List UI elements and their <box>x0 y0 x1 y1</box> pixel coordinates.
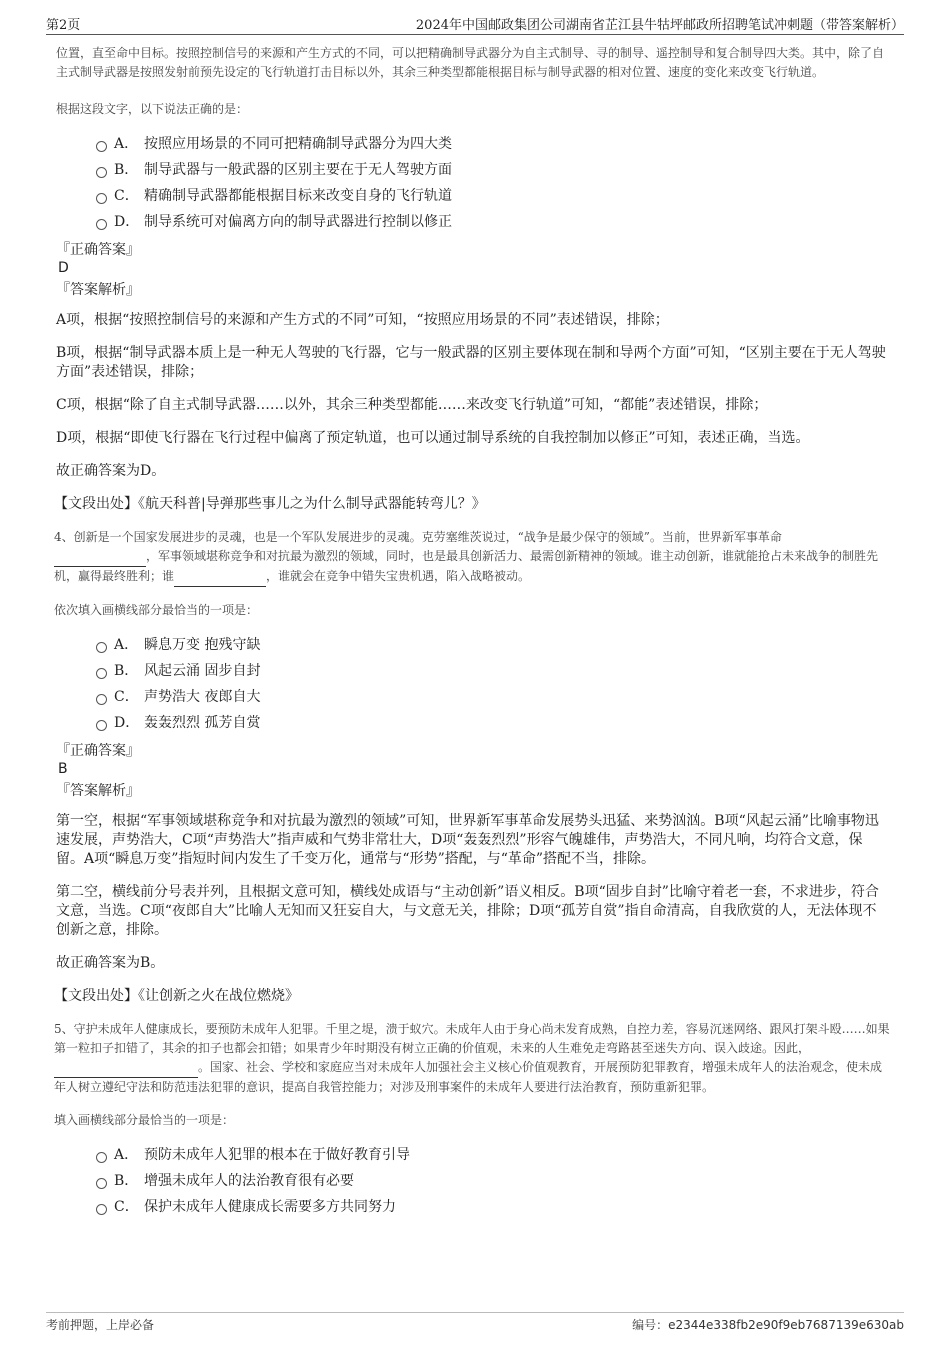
header-title: 2024年中国邮政集团公司湖南省芷江县牛牯坪邮政所招聘笔试冲刺题（带答案解析） <box>415 18 904 33</box>
fill-blank <box>54 547 146 567</box>
radio-button-icon[interactable] <box>96 1178 107 1189</box>
q3-analysis-label: 『答案解析』 <box>56 282 140 298</box>
q3-option-a[interactable]: A． 按照应用场景的不同可把精确制导武器分为四大类 <box>96 131 890 157</box>
radio-button-icon[interactable] <box>96 167 107 178</box>
radio-button-icon[interactable] <box>96 642 107 653</box>
q3-analysis <box>56 311 890 514</box>
q3-source: 【文段出处】《航天科普|导弹那些事儿之为什么制导武器能转弯儿？》 <box>54 496 486 512</box>
q5-option-c[interactable]: C． 保护未成年人健康成长需要多方共同努力 <box>96 1194 890 1220</box>
document-code: 编号：e2344e338fb2e90f9eb7687139e630ab <box>632 1318 904 1332</box>
q5-option-b[interactable]: B． 增强未成年人的法治教育很有必要 <box>96 1168 890 1194</box>
analysis-paragraph: B项，根据“制导武器本质上是一种无人驾驶的飞行器，它与一般武器的区别主要体现在制和导两个方面”可知，“区别主要在于无人驾驶方面”表述错误，排除； <box>56 345 886 380</box>
radio-button-icon[interactable] <box>96 1152 107 1163</box>
q4-options <box>56 632 890 736</box>
q5-options <box>56 1142 890 1220</box>
footer-slogan: 考前押题，上岸必备 <box>46 1318 155 1332</box>
q4-option-d[interactable]: D． 轰轰烈烈 孤芳自赏 <box>96 710 890 736</box>
fill-blank <box>174 567 266 587</box>
q5-option-a[interactable]: A． 预防未成年人犯罪的根本在于做好教育引导 <box>96 1142 890 1168</box>
q4-option-c[interactable]: C． 声势浩大 夜郎自大 <box>96 684 890 710</box>
page-number: 第2页 <box>46 18 81 33</box>
q3-prompt: 根据这段文字，以下说法正确的是： <box>56 102 249 116</box>
content <box>56 42 890 1220</box>
radio-button-icon[interactable] <box>96 219 107 230</box>
radio-button-icon[interactable] <box>96 141 107 152</box>
analysis-conclusion: 故正确答案为B。 <box>56 955 165 971</box>
q4-prompt: 依次填入画横线部分最恰当的一项是： <box>54 603 259 617</box>
q4-analysis-label: 『答案解析』 <box>56 783 140 799</box>
q4-analysis <box>56 812 890 1006</box>
q4-option-b[interactable]: B． 风起云涌 固步自封 <box>96 658 890 684</box>
radio-button-icon[interactable] <box>96 1204 107 1215</box>
q3-option-c[interactable]: C． 精确制导武器都能根据目标来改变自身的飞行轨道 <box>96 183 890 209</box>
q4-passage: 4、创新是一个国家发展进步的灵魂，也是一个军队发展进步的灵魂。克劳塞维茨说过，“战争是最少保守的领域”。当前，世界新军事革命 ，军事领域堪称竞争和对抗最为激烈的领域，同时，也是最具创新活力、最需创新精神的领域。谁主动创新，谁就能抢占未来战争的制胜先机，赢得最终胜利；谁 ，谁就会在竞争中错失宝贵机遇，陷入战略被动。 <box>54 528 890 587</box>
radio-button-icon[interactable] <box>96 720 107 731</box>
q3-option-b[interactable]: B． 制导武器与一般武器的区别主要在于无人驾驶方面 <box>96 157 890 183</box>
q3-options <box>56 131 890 235</box>
q5-passage: 5、守护未成年人健康成长，要预防未成年人犯罪。千里之堤，溃于蚁穴。未成年人由于身心尚未发育成熟，自控力差，容易沉迷网络、跟风打架斗殴……如果第一粒扣子扣错了，其余的扣子也都会扣错；如果青少年时期没有树立正确的价值观，未来的人生难免走弯路甚至迷失方向、误入歧途。因此， 。国家、社会、学校和家庭应当对未成年人加强社会主义核心价值观教育，开展预防犯罪教育，增强未成年人的法治观念，使未成年人树立遵纪守法和防范违法犯罪的意识，提高自我管控能力；对涉及刑事案件的未成年人要进行法治教育，预防重新犯罪。 <box>54 1022 890 1094</box>
q3-answer: D <box>58 260 69 276</box>
q4-source: 【文段出处】《让创新之火在战位燃烧》 <box>54 988 299 1004</box>
q4-option-a[interactable]: A． 瞬息万变 抱残守缺 <box>96 632 890 658</box>
analysis-paragraph: C项，根据“除了自主式制导武器……以外，其余三种类型都能……来改变飞行轨道”可知，“都能”表述错误，排除； <box>56 397 768 413</box>
radio-button-icon[interactable] <box>96 193 107 204</box>
page-header <box>46 14 904 35</box>
q4-answer: B <box>58 761 68 777</box>
analysis-paragraph: D项，根据“即使飞行器在飞行过程中偏离了预定轨道，也可以通过制导系统的自我控制加以修正”可知，表述正确，当选。 <box>56 430 810 446</box>
analysis-paragraph: 第二空，横线前分号表并列，且根据文意可知，横线处成语与“主动创新”语义相反。B项“固步自封”比喻守着老一套，不求进步，符合文意，当选。C项“夜郎自大”比喻人无知而又狂妄自大，与文意无关，排除；D项“孤芳自赏”指自命清高，自我欣赏的人，无法体现不创新之意，排除。 <box>56 884 879 938</box>
analysis-paragraph: A项，根据“按照控制信号的来源和产生方式的不同”可知，“按照应用场景的不同”表述错误，排除； <box>56 312 669 328</box>
fill-blank <box>54 1058 198 1078</box>
analysis-conclusion: 故正确答案为D。 <box>56 463 166 479</box>
q3-answer-label: 『正确答案』 <box>56 242 140 258</box>
q5-prompt: 填入画横线部分最恰当的一项是： <box>54 1113 235 1127</box>
q3-option-d[interactable]: D． 制导系统可对偏离方向的制导武器进行控制以修正 <box>96 209 890 235</box>
q4-answer-label: 『正确答案』 <box>56 743 140 759</box>
q3-passage: 位置，直至命中目标。按照控制信号的来源和产生方式的不同，可以把精确制导武器分为自主式制导、寻的制导、遥控制导和复合制导四大类。其中，除了自主式制导武器是按照发射前预先设定的飞行轨道打击目标以外，其余三种类型都能根据目标与制导武器的相对位置、速度的变化来改变飞行轨道。 <box>56 46 885 79</box>
page-footer <box>46 1312 904 1333</box>
radio-button-icon[interactable] <box>96 668 107 679</box>
analysis-paragraph: 第一空，根据“军事领域堪称竞争和对抗最为激烈的领域”可知，世界新军事革命发展势头迅猛、来势汹汹。B项“风起云涌”比喻事物迅速发展，声势浩大，C项“声势浩大”指声威和气势非常壮大，D项“轰轰烈烈”形容气魄雄伟，声势浩大，不同凡响，均符合文意，保留。A项“瞬息万变”指短时间内发生了千变万化，通常与“形势”搭配，与“革命”搭配不当，排除。 <box>56 813 879 867</box>
radio-button-icon[interactable] <box>96 694 107 705</box>
